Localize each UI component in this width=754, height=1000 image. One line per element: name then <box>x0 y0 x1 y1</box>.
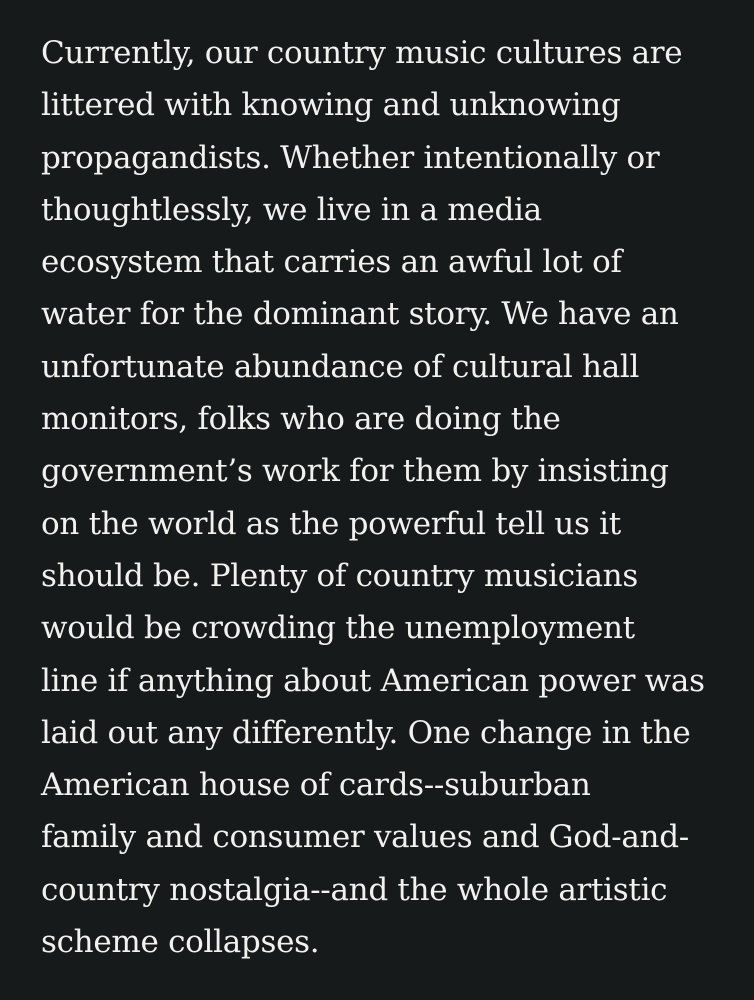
paragraph-line-7: unfortunate abundance of cultural hall <box>41 348 640 385</box>
paragraph-line-1: Currently, our country music cultures are <box>41 35 683 71</box>
article-paragraph <box>41 27 754 968</box>
paragraph-line-2: littered with knowing and unknowing <box>41 87 621 124</box>
paragraph-line-15: American house of cards--suburban <box>41 767 591 804</box>
paragraph-line-13: line if anything about American power was <box>41 662 705 699</box>
paragraph-line-17: country nostalgia--and the whole artistic <box>41 871 668 908</box>
paragraph-line-16: family and consumer values and God-and- <box>41 819 689 856</box>
paragraph-line-4: thoughtlessly, we live in a media <box>41 191 542 228</box>
paragraph-line-9: government’s work for them by insisting <box>41 453 669 490</box>
paragraph-line-6: water for the dominant story. We have an <box>41 296 679 333</box>
paragraph-line-5: ecosystem that carries an awful lot of <box>41 244 622 281</box>
paragraph-line-3: propagandists. Whether intentionally or <box>41 139 660 176</box>
paragraph-line-14: laid out any differently. One change in the <box>41 714 691 751</box>
paragraph-line-12: would be crowding the unemployment <box>41 610 635 647</box>
paragraph-line-18: scheme collapses. <box>41 924 320 961</box>
paragraph-line-10: on the world as the powerful tell us it <box>41 505 621 542</box>
paragraph-line-8: monitors, folks who are doing the <box>41 401 561 438</box>
paragraph-line-11: should be. Plenty of country musicians <box>41 557 638 594</box>
